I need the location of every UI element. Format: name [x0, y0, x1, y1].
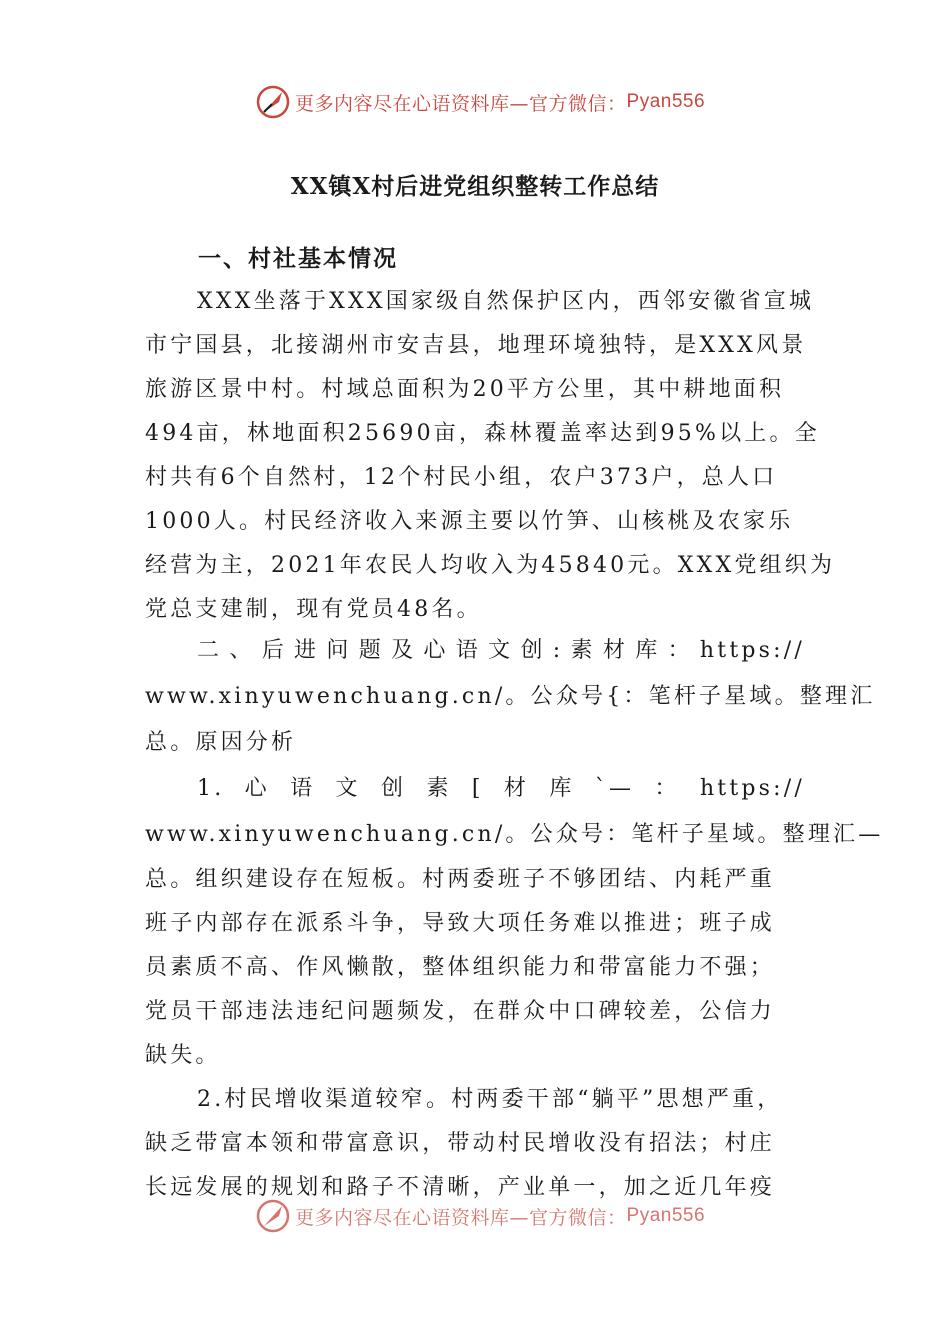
text-line: XXX坐落于XXX国家级自然保护区内，西邻安徽省宣城	[197, 289, 815, 314]
text-line: www.xinyuwenchuang.cn/。公众号：笔杆子星域。整理汇—	[145, 822, 884, 847]
watermark-text: 更多内容尽在心语资料库—官方微信：	[295, 92, 627, 115]
text-line: 党员干部违法违纪问题频发，在群众中口碑较差，公信力	[145, 999, 776, 1024]
text-line: 二、后进问题及心语文创:素材库：https://	[197, 638, 805, 663]
text-line: 总。原因分析	[145, 730, 297, 755]
text-line: 494亩，林地面积25690亩，森林覆盖率达到95%以上。全	[145, 421, 820, 446]
text-line: 党总支建制，现有党员48名。	[145, 597, 482, 622]
quill-logo-icon	[255, 84, 291, 120]
paragraph-income	[145, 1078, 805, 1210]
text-line: 班子内部存在派系斗争，导致大项任务难以推进；班子成	[145, 911, 776, 936]
text-line: 长远发展的规划和路子不清晰，产业单一，加之近几年疫	[145, 1175, 776, 1200]
paragraph-problems	[145, 628, 876, 766]
watermark-text: 更多内容尽在心语资料库—官方微信：	[295, 1206, 627, 1229]
quill-logo-icon	[255, 1198, 291, 1234]
text-line: 经营为主，2021年农民人均收入为45840元。XXX党组织为	[145, 553, 836, 578]
text-line: 2.村民增收渠道较窄。村两委干部“躺平”思想严重，	[197, 1087, 783, 1112]
document-title: XX镇X村后进党组织整转工作总结	[290, 173, 660, 200]
watermark-wechat-id: Pyan556	[626, 91, 706, 112]
text-line: 总。组织建设存在短板。村两委班子不够团结、内耗严重	[145, 867, 776, 892]
text-line: 市宁国县，北接湖州市安吉县，地理环境独特，是XXX风景	[145, 333, 807, 358]
watermark-banner-top	[255, 82, 705, 122]
text-line: 员素质不高、作风懒散，整体组织能力和带富能力不强；	[145, 955, 776, 980]
text-line: 1000人。村民经济收入来源主要以竹笋、山核桃及农家乐	[145, 509, 794, 534]
text-line: 缺乏带富本领和带富意识，带动村民增收没有招法；村庄	[145, 1131, 776, 1156]
paragraph-organization	[145, 766, 884, 1078]
section-heading: 一、村社基本情况	[198, 245, 398, 272]
paragraph-basic-info	[145, 280, 836, 632]
watermark-banner-bottom	[255, 1203, 705, 1229]
text-line: www.xinyuwenchuang.cn/。公众号{：笔杆子星域。整理汇	[145, 684, 876, 709]
text-line: 旅游区景中村。村域总面积为20平方公里，其中耕地面积	[145, 377, 785, 402]
text-line: 1.心语文创素[材库`—：https://	[197, 776, 805, 801]
watermark-wechat-id: Pyan556	[626, 1205, 706, 1226]
text-line: 村共有6个自然村，12个村民小组，农户373户，总人口	[145, 465, 778, 490]
text-line: 缺失。	[145, 1043, 221, 1068]
